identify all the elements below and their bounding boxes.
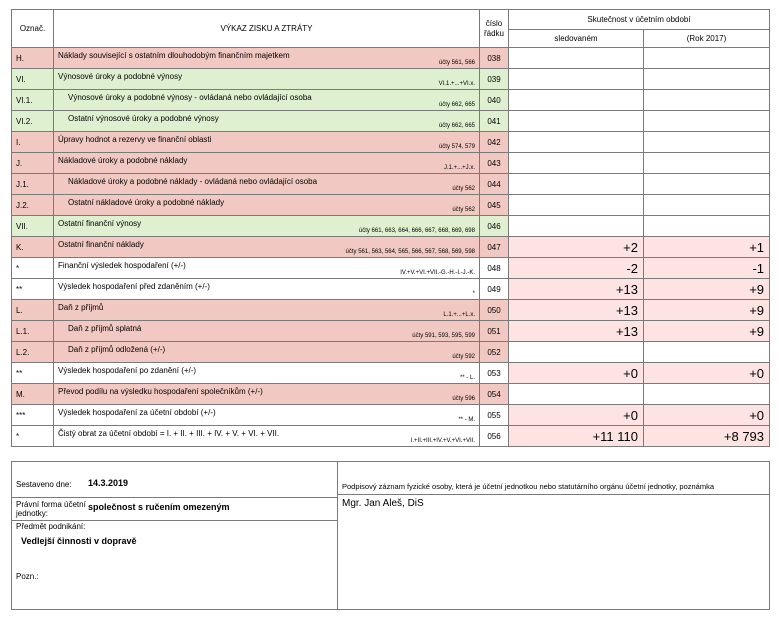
row-label-cell — [54, 237, 480, 258]
row-code: L. — [12, 300, 54, 321]
legal-form-row — [12, 498, 337, 521]
row-label-cell — [54, 48, 480, 69]
row-previous-value: +9 — [644, 279, 770, 300]
row-formula: účty 574, 579 — [438, 144, 475, 150]
row-current-value: +11 110 — [509, 426, 644, 447]
row-label-cell — [54, 279, 480, 300]
row-label: Ostatní výnosové úroky a podobné výnosy — [68, 114, 219, 123]
row-number: 049 — [480, 279, 509, 300]
row-label: Výnosové úroky a podobné výnosy — [58, 72, 183, 81]
column-header-title: VÝKAZ ZISKU A ZTRÁTY — [54, 10, 480, 48]
row-previous-value — [644, 69, 770, 90]
row-label-cell — [54, 384, 480, 405]
row-number: 040 — [480, 90, 509, 111]
row-current-value — [509, 90, 644, 111]
table-row — [12, 405, 770, 426]
row-number: 055 — [480, 405, 509, 426]
row-previous-value — [644, 48, 770, 69]
table-row — [12, 342, 770, 363]
table-body — [12, 48, 770, 447]
table-row — [12, 153, 770, 174]
row-label: Daň z příjmů — [58, 303, 104, 312]
profit-loss-table — [11, 9, 770, 447]
column-header-actual: Skutečnost v účetním období — [509, 10, 770, 30]
row-label-cell — [54, 342, 480, 363]
row-number: 052 — [480, 342, 509, 363]
row-previous-value — [644, 384, 770, 405]
table-row — [12, 426, 770, 447]
row-code: VII. — [12, 216, 54, 237]
row-formula: účty 662, 665 — [438, 102, 475, 108]
row-label-cell — [54, 258, 480, 279]
table-row — [12, 174, 770, 195]
row-label-cell — [54, 153, 480, 174]
column-header-row-number: číslo řádku — [480, 10, 509, 48]
compiled-date-value: 14.3.2019 — [88, 478, 129, 488]
table-row — [12, 216, 770, 237]
row-label: Finanční výsledek hospodaření (+/-) — [58, 261, 186, 270]
table-row — [12, 279, 770, 300]
table-row — [12, 195, 770, 216]
signature-panel — [338, 462, 769, 609]
row-label-cell — [54, 405, 480, 426]
row-formula: ** - L. — [459, 375, 475, 381]
row-label: Nákladové úroky a podobné náklady — [58, 156, 188, 165]
row-code: VI. — [12, 69, 54, 90]
row-formula: účty 662, 665 — [438, 123, 475, 129]
row-current-value — [509, 384, 644, 405]
row-number: 038 — [480, 48, 509, 69]
row-number: 044 — [480, 174, 509, 195]
row-label: Náklady související s ostatním dlouhodobým finančním majetkem — [58, 51, 290, 60]
row-label-cell — [54, 300, 480, 321]
table-row — [12, 48, 770, 69]
row-current-value: +13 — [509, 321, 644, 342]
signature-name: Mgr. Jan Aleš, DiS — [342, 498, 424, 509]
row-previous-value: +9 — [644, 321, 770, 342]
column-header-current: sledovaném — [509, 29, 644, 48]
table-row — [12, 237, 770, 258]
footer-section — [11, 461, 770, 610]
table-row — [12, 300, 770, 321]
row-current-value: +0 — [509, 363, 644, 384]
table-row — [12, 90, 770, 111]
row-code: K. — [12, 237, 54, 258]
row-current-value — [509, 216, 644, 237]
row-formula: účty 661, 663, 664, 666, 667, 668, 669, 698 — [358, 228, 475, 234]
row-current-value: +13 — [509, 279, 644, 300]
row-code: J. — [12, 153, 54, 174]
row-label: Daň z příjmů odložená (+/-) — [68, 345, 166, 354]
row-number: 050 — [480, 300, 509, 321]
row-previous-value: +9 — [644, 300, 770, 321]
row-previous-value: -1 — [644, 258, 770, 279]
row-current-value — [509, 48, 644, 69]
legal-form-label: Právní forma účetní jednotky: — [16, 500, 86, 518]
table-row — [12, 321, 770, 342]
row-formula: J.1.+...+J.x. — [443, 165, 475, 171]
row-number: 054 — [480, 384, 509, 405]
row-previous-value — [644, 216, 770, 237]
row-label-cell — [54, 132, 480, 153]
row-number: 048 — [480, 258, 509, 279]
row-previous-value — [644, 195, 770, 216]
row-label-cell — [54, 216, 480, 237]
row-formula: I.+II.+III.+IV.+V.+VI.+VII. — [410, 438, 475, 444]
row-number: 043 — [480, 153, 509, 174]
footer-left-panel — [12, 462, 338, 609]
row-code: L.2. — [12, 342, 54, 363]
row-number: 041 — [480, 111, 509, 132]
row-label: Ostatní finanční výnosy — [58, 219, 142, 228]
column-header-code: Označ. — [12, 10, 54, 48]
row-label-cell — [54, 195, 480, 216]
row-number: 045 — [480, 195, 509, 216]
row-number: 046 — [480, 216, 509, 237]
row-label: Výsledek hospodaření za účetní období (+/-) — [58, 408, 216, 417]
row-current-value — [509, 174, 644, 195]
signature-divider — [338, 494, 769, 495]
row-label-cell — [54, 321, 480, 342]
row-formula: účty 561, 563, 564, 565, 566, 567, 568, 569, 598 — [345, 249, 475, 255]
row-number: 056 — [480, 426, 509, 447]
row-number: 053 — [480, 363, 509, 384]
row-previous-value — [644, 342, 770, 363]
compiled-date-row — [12, 462, 337, 498]
row-formula: * — [472, 291, 475, 297]
row-current-value — [509, 195, 644, 216]
row-formula: VI.1.+...+VI.x. — [438, 81, 475, 87]
row-previous-value: +8 793 — [644, 426, 770, 447]
row-code: L.1. — [12, 321, 54, 342]
table-row — [12, 69, 770, 90]
row-code: VI.2. — [12, 111, 54, 132]
compiled-date-label: Sestaveno dne: — [16, 480, 72, 489]
row-code: * — [12, 426, 54, 447]
row-label-cell — [54, 90, 480, 111]
row-previous-value: +0 — [644, 405, 770, 426]
row-label: Výsledek hospodaření před zdaněním (+/-) — [58, 282, 210, 291]
row-current-value: +2 — [509, 237, 644, 258]
row-label: Výnosové úroky a podobné výnosy - ovládaná nebo ovládající osoba — [68, 93, 312, 102]
row-formula: IV.+V.+VI.+VII.-G.-H.-I.-J.-K. — [400, 270, 475, 276]
row-number: 051 — [480, 321, 509, 342]
row-code: J.2. — [12, 195, 54, 216]
row-formula: účty 562 — [452, 186, 475, 192]
row-number: 047 — [480, 237, 509, 258]
row-previous-value: +1 — [644, 237, 770, 258]
row-label: Daň z příjmů splatná — [68, 324, 142, 333]
row-label-cell — [54, 111, 480, 132]
row-current-value — [509, 69, 644, 90]
row-code: M. — [12, 384, 54, 405]
row-formula: účty 596 — [452, 396, 475, 402]
row-label: Výsledek hospodaření po zdanění (+/-) — [58, 366, 197, 375]
row-previous-value — [644, 132, 770, 153]
signature-title: Podpisový záznam fyzické osoby, která je účetní jednotkou nebo statutárního orgánu účetní jednotky, poznámka — [342, 482, 715, 491]
row-current-value: -2 — [509, 258, 644, 279]
row-current-value: +0 — [509, 405, 644, 426]
row-code: J.1. — [12, 174, 54, 195]
row-previous-value: +0 — [644, 363, 770, 384]
row-code: H. — [12, 48, 54, 69]
row-formula: L.1.+...+L.x. — [443, 312, 475, 318]
row-previous-value — [644, 153, 770, 174]
row-label-cell — [54, 426, 480, 447]
table-row — [12, 363, 770, 384]
row-previous-value — [644, 90, 770, 111]
row-current-value — [509, 111, 644, 132]
table-row — [12, 111, 770, 132]
row-label: Nákladové úroky a podobné náklady - ovládaná nebo ovládající osoba — [68, 177, 318, 186]
row-current-value — [509, 153, 644, 174]
column-header-previous: (Rok 2017) — [644, 29, 770, 48]
row-code: VI.1. — [12, 90, 54, 111]
row-formula: účty 561, 566 — [438, 60, 475, 66]
note-label: Pozn.: — [16, 572, 39, 581]
table-row — [12, 384, 770, 405]
row-formula: účty 591, 593, 595, 599 — [412, 333, 475, 339]
business-label: Předmět podnikání: — [16, 522, 86, 531]
row-label: Ostatní nákladové úroky a podobné náklady — [68, 198, 225, 207]
row-formula: účty 562 — [452, 207, 475, 213]
table-row — [12, 132, 770, 153]
row-code: ** — [12, 363, 54, 384]
row-previous-value — [644, 174, 770, 195]
row-label: Úpravy hodnot a rezervy ve finanční oblasti — [58, 135, 212, 144]
business-value: Vedlejší činnosti v dopravě — [21, 536, 137, 546]
row-current-value — [509, 342, 644, 363]
row-code: * — [12, 258, 54, 279]
row-label-cell — [54, 363, 480, 384]
row-label-cell — [54, 174, 480, 195]
row-formula: ** - M. — [458, 417, 475, 423]
row-label: Ostatní finanční náklady — [58, 240, 144, 249]
row-label: Čistý obrat za účetní období = I. + II. + III. + IV. + V. + VI. + VII. — [58, 429, 280, 438]
legal-form-value: společnost s ručením omezeným — [88, 502, 230, 512]
row-formula: účty 592 — [452, 354, 475, 360]
row-previous-value — [644, 111, 770, 132]
row-number: 042 — [480, 132, 509, 153]
row-current-value — [509, 132, 644, 153]
row-label-cell — [54, 69, 480, 90]
row-code: *** — [12, 405, 54, 426]
row-current-value: +13 — [509, 300, 644, 321]
row-code: I. — [12, 132, 54, 153]
row-code: ** — [12, 279, 54, 300]
row-label: Převod podílu na výsledku hospodaření společníkům (+/-) — [58, 387, 263, 396]
row-number: 039 — [480, 69, 509, 90]
table-row — [12, 258, 770, 279]
